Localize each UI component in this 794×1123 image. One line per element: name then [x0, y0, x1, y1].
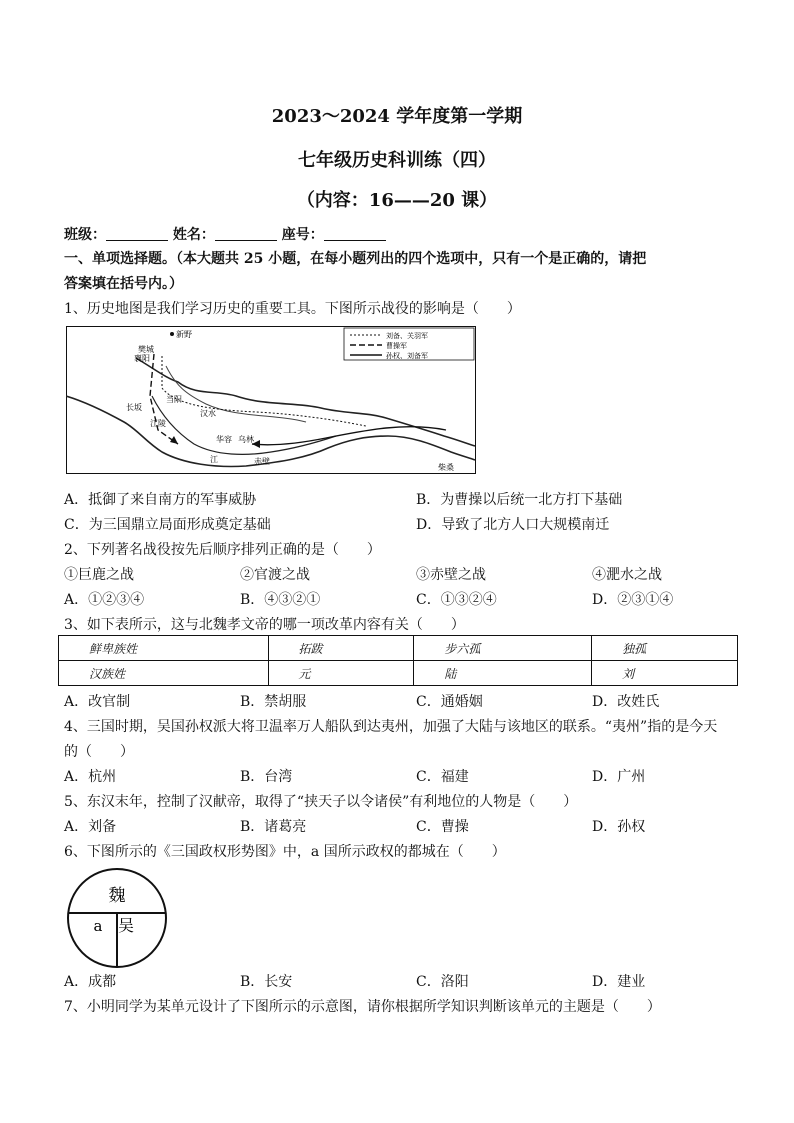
a-label: a — [93, 917, 103, 935]
q5-option-a[interactable]: A．刘备 — [64, 819, 117, 835]
q6-option-b[interactable]: B．长安 — [240, 974, 293, 990]
q3-option-c[interactable]: C．通婚姻 — [416, 694, 483, 710]
q4-option-b[interactable]: B．台湾 — [240, 769, 293, 785]
place-label: 赤壁 — [254, 457, 270, 466]
table-cell: 步六孤 — [414, 636, 592, 661]
q1-option-d[interactable]: D．导致了北方人口大规模南迁 — [416, 517, 610, 533]
q5-option-b[interactable]: B．诸葛亮 — [240, 819, 307, 835]
q4-option-d[interactable]: D．广州 — [592, 769, 646, 785]
place-label: 新野 — [176, 330, 192, 339]
q6-option-d[interactable]: D．建业 — [592, 974, 646, 990]
table-cell: 汉族姓 — [59, 661, 269, 686]
table-cell: 拓跋 — [268, 636, 414, 661]
q7-stem: 7、小明同学为某单元设计了下图所示的示意图，请你根据所学知识判断该单元的主题是（ ） — [64, 999, 661, 1015]
q2-item: ③赤壁之战 — [416, 567, 486, 583]
content-range: （内容：16——20 课） — [296, 190, 498, 211]
class-field[interactable] — [106, 226, 168, 241]
q3-option-b[interactable]: B．禁胡服 — [240, 694, 307, 710]
q2-option-d[interactable]: D．②③①④ — [592, 592, 674, 608]
exam-title: 2023～2024 学年度第一学期 — [271, 106, 523, 127]
exam-subtitle: 七年级历史科训练（四） — [298, 150, 496, 171]
place-label: 华容 — [216, 435, 232, 444]
q3-option-a[interactable]: A．改官制 — [64, 694, 131, 710]
q6-option-a[interactable]: A．成都 — [64, 974, 117, 990]
q4-option-c[interactable]: C．福建 — [416, 769, 469, 785]
place-label: 汉水 — [200, 409, 216, 418]
place-label: 当阳 — [166, 395, 182, 404]
q5-stem: 5、东汉末年，控制了汉献帝，取得了“挟天子以令诸侯”有利地位的人物是（ ） — [64, 794, 578, 810]
q2-option-c[interactable]: C．①③②④ — [416, 592, 497, 608]
q5-option-d[interactable]: D．孙权 — [592, 819, 646, 835]
place-label: 长坂 — [126, 403, 142, 412]
class-label: 班级： — [64, 227, 106, 243]
q1-option-c[interactable]: C．为三国鼎立局面形成奠定基础 — [64, 517, 271, 533]
name-label: 姓名： — [172, 227, 215, 243]
q2-stem: 2、下列著名战役按先后顺序排列正确的是（ ） — [64, 542, 381, 558]
place-label: 江陵 — [150, 419, 166, 428]
wei-label: 魏 — [108, 886, 126, 906]
q3-surname-table — [58, 635, 738, 686]
table-cell: 元 — [268, 661, 414, 686]
table-cell: 陆 — [414, 661, 592, 686]
wu-label: 吴 — [117, 916, 135, 935]
q1-stem: 1、历史地图是我们学习历史的重要工具。下图所示战役的影响是（ ） — [64, 301, 521, 317]
section1-instruction-line1: 一、单项选择题。（本大题共 25 小题，在每小题列出的四个选项中，只有一个是正确的，请把 — [64, 251, 647, 267]
place-label: 襄阳 — [134, 354, 150, 363]
q2-option-a[interactable]: A．①②③④ — [64, 592, 145, 608]
name-field[interactable] — [215, 226, 277, 241]
q2-item: ②官渡之战 — [240, 567, 310, 583]
q2-item: ④淝水之战 — [592, 567, 662, 583]
table-row — [59, 636, 738, 661]
table-row — [59, 661, 738, 686]
q4-stem-line1: 4、三国时期，吴国孙权派大将卫温率万人船队到达夷州，加强了大陆与该地区的联系。“夷州”指的是今天 — [64, 719, 718, 735]
place-label: 江 — [210, 455, 218, 464]
section1-instruction-line2: 答案填在括号内。） — [64, 276, 183, 292]
legend-label: 孙权、刘备军 — [386, 352, 428, 360]
q6-stem: 6、下图所示的《三国政权形势图》中，a 国所示政权的都城在（ ） — [64, 844, 506, 860]
q4-stem-line2: 的（ ） — [64, 744, 134, 760]
q1-battle-map — [66, 326, 476, 474]
map-legend — [344, 328, 474, 360]
place-label: 柴桑 — [438, 463, 454, 472]
q2-item: ①巨鹿之战 — [64, 567, 134, 583]
place-label: 樊城 — [138, 345, 154, 354]
student-info-row — [64, 224, 386, 244]
q3-stem: 3、如下表所示，这与北魏孝文帝的哪一项改革内容有关（ ） — [64, 617, 465, 633]
table-cell: 独孤 — [592, 636, 738, 661]
seat-field[interactable] — [324, 226, 386, 241]
q6-option-c[interactable]: C．洛阳 — [416, 974, 469, 990]
place-label: 乌林 — [238, 435, 254, 444]
q3-option-d[interactable]: D．改姓氏 — [592, 694, 660, 710]
q4-option-a[interactable]: A．杭州 — [64, 769, 117, 785]
table-cell: 刘 — [592, 661, 738, 686]
q1-option-a[interactable]: A．抵御了来自南方的军事威胁 — [64, 492, 257, 508]
q1-option-b[interactable]: B．为曹操以后统一北方打下基础 — [416, 492, 623, 508]
q6-three-kingdoms-diagram — [66, 867, 168, 969]
q5-option-c[interactable]: C．曹操 — [416, 819, 469, 835]
table-cell: 鲜卑族姓 — [59, 636, 269, 661]
legend-label: 刘备、关羽军 — [386, 332, 428, 340]
seat-label: 座号： — [281, 227, 324, 243]
legend-label: 曹操军 — [386, 342, 407, 350]
q2-option-b[interactable]: B．④③②① — [240, 592, 321, 608]
